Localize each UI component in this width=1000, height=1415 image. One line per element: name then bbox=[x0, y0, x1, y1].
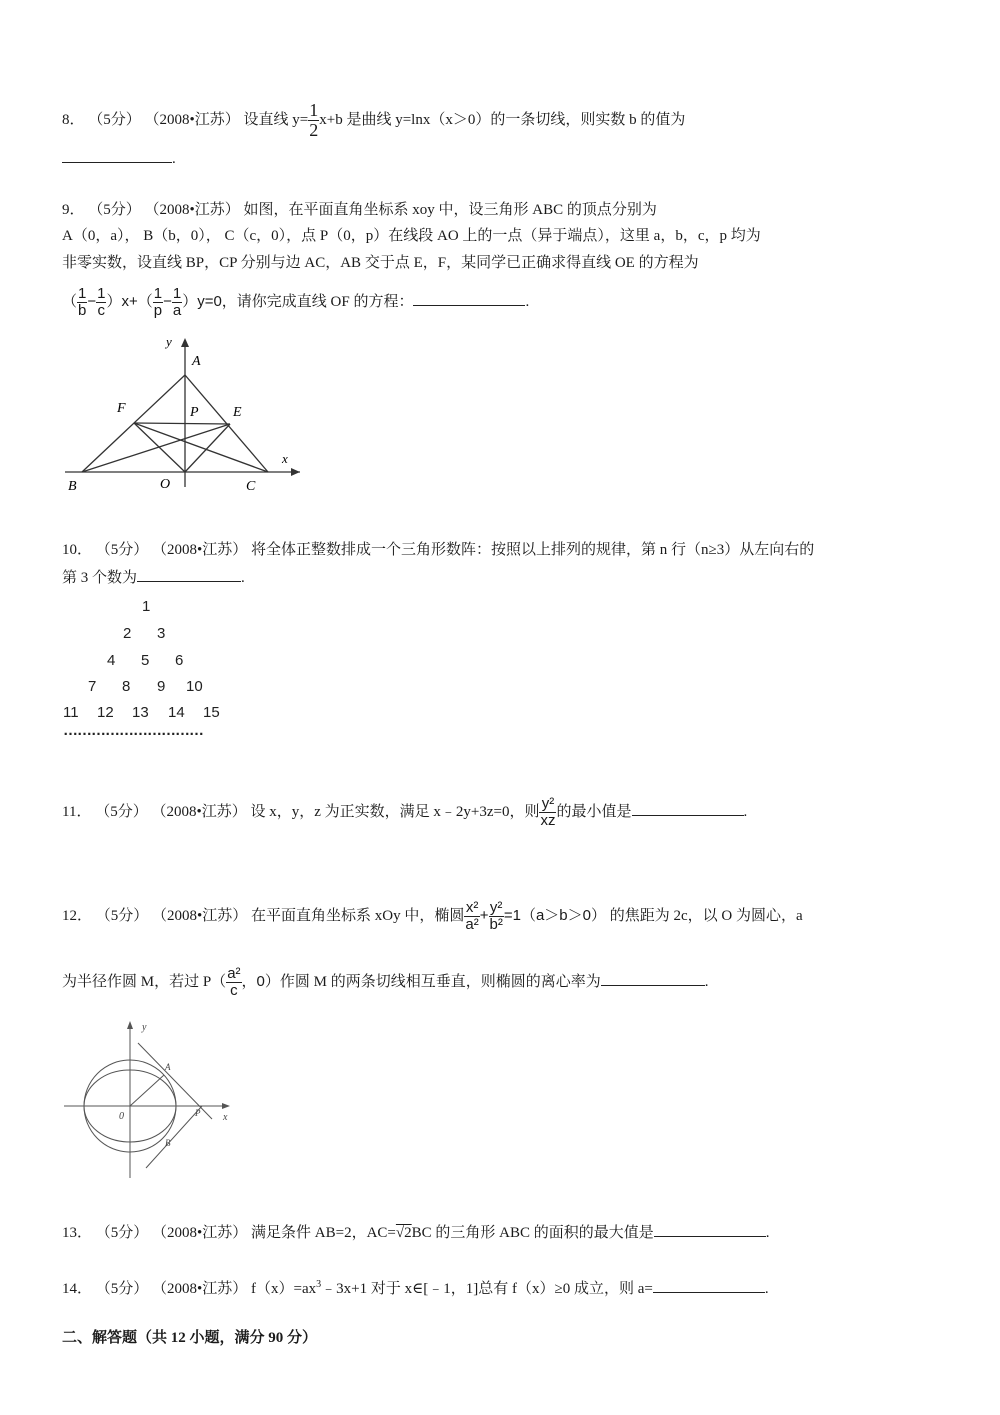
q13-text-b: BC 的三角形 ABC 的面积的最大值是 bbox=[411, 1225, 654, 1241]
q10-end: . bbox=[241, 570, 245, 586]
q10-line1: 将全体正整数排成一个三角形数阵：按照以上排列的规律，第 n 行（n≥3）从左向右的 bbox=[251, 542, 815, 558]
q9-line3: 非零实数，设直线 BP，CP 分别与边 AC，AB 交于点 E，F，某同学已正确求得直线 OE 的方程为 bbox=[62, 255, 699, 271]
tri-number: 10 bbox=[186, 678, 203, 695]
q12-eq: =1（a＞b＞0） bbox=[503, 907, 606, 924]
q12-text-b: 的焦距为 2c，以 O 为圆心，a bbox=[609, 908, 803, 924]
q9-f3-den: p bbox=[153, 302, 163, 320]
q10-score: （5分） bbox=[95, 542, 149, 558]
q9-line2: A（0，a）， B（b，0）， C（c，0），点 P（0，p）在线段 AO 上的一点（异于端点），这里 a，b，c，p 均为 bbox=[62, 228, 761, 244]
q9-triangle-figure bbox=[60, 332, 310, 497]
q9-line4-text: 请你完成直线 OF 的方程： bbox=[236, 294, 414, 310]
q8-end: . bbox=[172, 151, 176, 167]
q9-minus-2: − bbox=[163, 293, 172, 310]
question-14 bbox=[62, 1275, 769, 1299]
q9-line-cf bbox=[134, 423, 268, 472]
q14-exponent: 3 bbox=[316, 1279, 322, 1290]
q9-f2-den: c bbox=[97, 302, 106, 320]
q11-frac-num: y² bbox=[541, 795, 555, 813]
q9-f3-num: 1 bbox=[153, 285, 163, 303]
q9-frac-3 bbox=[153, 286, 163, 319]
tri-number: 13 bbox=[132, 704, 149, 721]
q9-x-arrow bbox=[291, 468, 300, 476]
q10-number: 10． bbox=[62, 542, 93, 558]
q12-label-y: y bbox=[142, 1022, 147, 1033]
q12-f2-num: y² bbox=[489, 899, 503, 917]
q9-eq-end: ）y=0， bbox=[182, 293, 237, 310]
q10-source: （2008•江苏） bbox=[152, 542, 248, 558]
q14-text-a: f（x）=ax bbox=[251, 1281, 317, 1297]
q11-score: （5分） bbox=[95, 804, 148, 820]
tri-number: 14 bbox=[168, 704, 185, 721]
q13-text-a: 满足条件 AB=2，AC= bbox=[251, 1225, 396, 1241]
tri-number: 15 bbox=[203, 704, 220, 721]
q8-text-a: 设直线 y= bbox=[243, 112, 309, 128]
q12-label-p: P bbox=[195, 1108, 201, 1118]
q12-frac-p bbox=[226, 966, 241, 999]
q13-answer-blank[interactable] bbox=[654, 1222, 766, 1237]
q9-paren: （ bbox=[62, 293, 78, 310]
q14-number: 14． bbox=[62, 1281, 93, 1297]
q9-f1-num: 1 bbox=[78, 285, 87, 303]
q14-answer-blank[interactable] bbox=[653, 1278, 765, 1293]
q9-line-fe bbox=[134, 423, 230, 424]
q12-label-x: x bbox=[223, 1112, 228, 1123]
q13-sqrt: √2 bbox=[395, 1225, 412, 1241]
question-12-line1 bbox=[62, 896, 803, 936]
q12-frac-x bbox=[464, 900, 479, 933]
tri-number: 5 bbox=[141, 652, 150, 669]
q12-label-a: A bbox=[165, 1062, 171, 1072]
q8-answer-line bbox=[62, 148, 176, 169]
q9-f1-den: b bbox=[78, 302, 87, 320]
q11-frac-den: xz bbox=[540, 812, 556, 830]
tri-ellipsis: ………………………… bbox=[63, 722, 203, 739]
q8-text-b: x+b 是曲线 y=lnx（x＞0）的一条切线，则实数 b 的值为 bbox=[319, 112, 686, 128]
q9-line-of bbox=[134, 423, 185, 472]
q12-p-den: c bbox=[226, 982, 241, 999]
q9-eq-mid: ）x+（ bbox=[106, 293, 153, 310]
q8-fraction bbox=[308, 101, 319, 140]
q9-y-arrow bbox=[181, 338, 189, 347]
q9-number: 9． bbox=[62, 202, 85, 218]
q12-answer-blank[interactable] bbox=[601, 971, 705, 986]
q12-f2-den: b² bbox=[489, 916, 503, 934]
q8-score: （5分） bbox=[88, 112, 141, 128]
q12-f1-num: x² bbox=[465, 899, 479, 917]
q12-line2-c: 作圆 M 的两条切线相互垂直，则椭圆的离心率为 bbox=[279, 974, 601, 990]
q9-label-c: C bbox=[246, 479, 256, 494]
q12-end: . bbox=[704, 974, 709, 990]
q12-number: 12． bbox=[62, 908, 93, 924]
q12-label-o: 0 bbox=[119, 1111, 124, 1122]
question-8 bbox=[62, 100, 685, 140]
tri-number: 9 bbox=[157, 678, 166, 695]
q12-f1-den: a² bbox=[465, 916, 479, 934]
q8-source: （2008•江苏） bbox=[144, 112, 240, 128]
q14-source: （2008•江苏） bbox=[152, 1281, 248, 1297]
q9-label-b: B bbox=[68, 479, 77, 494]
q9-end: . bbox=[525, 294, 530, 310]
q14-text-b: ﹣3x+1 对于 x∈[﹣1，1]总有 f（x）≥0 成立，则 a= bbox=[321, 1281, 653, 1297]
question-10-line1 bbox=[62, 540, 814, 560]
q14-end: . bbox=[764, 1281, 769, 1297]
q9-label-e: E bbox=[233, 405, 242, 420]
q11-source: （2008•江苏） bbox=[151, 804, 247, 820]
q12-score: （5分） bbox=[95, 908, 149, 924]
question-11 bbox=[62, 792, 747, 832]
q9-frac-4 bbox=[172, 286, 182, 319]
q10-line2-text: 第 3 个数为 bbox=[62, 570, 138, 586]
q8-frac-num: 1 bbox=[309, 100, 319, 121]
question-13 bbox=[62, 1222, 770, 1243]
q9-source: （2008•江苏） bbox=[144, 202, 240, 218]
q9-f4-num: 1 bbox=[172, 285, 182, 303]
q12-frac-y bbox=[489, 900, 504, 933]
q12-source: （2008•江苏） bbox=[152, 908, 248, 924]
tri-number: 8 bbox=[122, 678, 131, 695]
section-2-title: 二、解答题（共 12 小题，满分 90 分） bbox=[62, 1330, 318, 1346]
q9-frac-1 bbox=[77, 286, 87, 319]
tri-number: 6 bbox=[175, 652, 184, 669]
q9-line1: 如图，在平面直角坐标系 xoy 中，设三角形 ABC 的顶点分别为 bbox=[243, 202, 657, 218]
q11-fraction bbox=[539, 796, 556, 829]
q13-score: （5分） bbox=[95, 1225, 149, 1241]
q12-plus: + bbox=[479, 907, 489, 924]
q10-line2 bbox=[62, 567, 245, 588]
q11-end: . bbox=[743, 804, 748, 820]
q12-p-num: a² bbox=[227, 965, 241, 983]
q9-label-x: x bbox=[282, 451, 288, 466]
question-9-line1 bbox=[62, 200, 657, 220]
q12-radius-oa bbox=[130, 1075, 164, 1106]
q8-answer-blank[interactable] bbox=[62, 148, 172, 163]
q13-number: 13． bbox=[62, 1225, 93, 1241]
q12-text-a: 在平面直角坐标系 xOy 中，椭圆 bbox=[251, 908, 465, 924]
q13-end: . bbox=[765, 1225, 770, 1241]
tri-number: 3 bbox=[157, 625, 166, 642]
q9-f2-num: 1 bbox=[97, 285, 106, 303]
q9-label-f: F bbox=[117, 401, 126, 416]
q12-ellipse-figure bbox=[62, 1018, 242, 1183]
q9-label-p: P bbox=[190, 405, 199, 420]
q10-answer-blank[interactable] bbox=[137, 567, 241, 582]
q12-line2-a: 为半径作圆 M，若过 P（ bbox=[62, 974, 227, 990]
tri-number: 7 bbox=[88, 678, 97, 695]
q9-score: （5分） bbox=[88, 202, 141, 218]
q11-answer-blank[interactable] bbox=[632, 801, 744, 816]
q9-line4 bbox=[62, 282, 529, 322]
q13-source: （2008•江苏） bbox=[152, 1225, 248, 1241]
q11-text-a: 设 x，y，z 为正实数，满足 x﹣2y+3z=0，则 bbox=[250, 804, 540, 820]
q12-line2 bbox=[62, 962, 708, 1002]
q9-answer-blank[interactable] bbox=[413, 291, 525, 306]
q11-number: 11． bbox=[62, 804, 92, 820]
q9-label-o: O bbox=[160, 477, 171, 492]
tri-number: 1 bbox=[142, 598, 151, 615]
q9-minus-1: − bbox=[87, 293, 97, 310]
q9-f4-den: a bbox=[172, 302, 182, 320]
q12-label-b: B bbox=[165, 1138, 171, 1148]
q9-label-y: y bbox=[166, 334, 172, 349]
q12-line2-b: ，0） bbox=[241, 973, 280, 990]
tri-number: 4 bbox=[107, 652, 116, 669]
q9-frac-2 bbox=[96, 286, 106, 319]
q12-x-arrow bbox=[222, 1103, 230, 1109]
q14-score: （5分） bbox=[95, 1281, 149, 1297]
tri-number: 11 bbox=[63, 704, 79, 721]
q12-y-arrow bbox=[127, 1021, 133, 1029]
q8-frac-den: 2 bbox=[309, 120, 319, 141]
tri-number: 12 bbox=[97, 704, 114, 721]
q11-text-b: 的最小值是 bbox=[556, 804, 632, 820]
tri-number: 2 bbox=[123, 625, 132, 642]
q8-number: 8． bbox=[62, 112, 85, 128]
q9-label-a: A bbox=[192, 354, 201, 369]
